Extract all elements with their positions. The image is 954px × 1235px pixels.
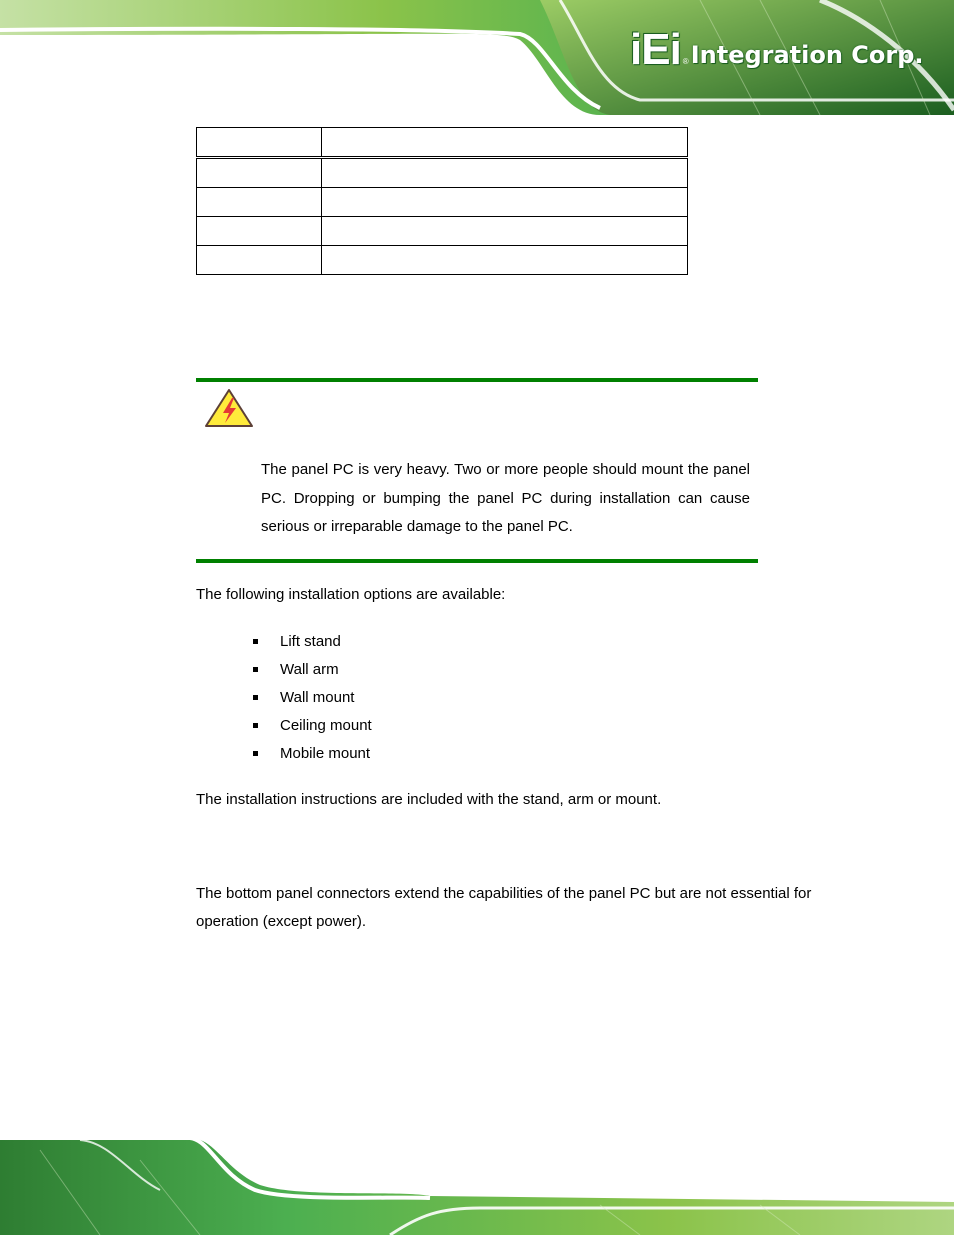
warning-top-rule bbox=[196, 378, 758, 382]
table-cell bbox=[197, 158, 322, 188]
bullet-icon bbox=[253, 667, 258, 672]
list-item-label: Wall arm bbox=[280, 661, 339, 678]
spec-table bbox=[196, 127, 688, 275]
bullet-icon bbox=[253, 723, 258, 728]
list-item-label: Ceiling mount bbox=[280, 717, 372, 734]
company-logo bbox=[630, 24, 924, 72]
table-cell bbox=[197, 217, 322, 246]
table-row bbox=[197, 246, 688, 275]
list-item bbox=[196, 684, 372, 712]
logo-mark: iEi bbox=[630, 25, 681, 74]
list-item bbox=[196, 628, 372, 656]
table-cell bbox=[197, 188, 322, 217]
table-cell bbox=[322, 217, 688, 246]
list-item-label: Lift stand bbox=[280, 633, 341, 650]
list-item bbox=[196, 656, 372, 684]
list-item bbox=[196, 740, 372, 768]
table-row bbox=[197, 188, 688, 217]
list-item bbox=[196, 712, 372, 740]
table-row bbox=[197, 217, 688, 246]
table-row bbox=[197, 158, 688, 188]
list-item-label: Mobile mount bbox=[280, 745, 371, 762]
table-cell bbox=[322, 158, 688, 188]
bullet-icon bbox=[253, 639, 258, 644]
warning-bottom-rule bbox=[196, 559, 758, 563]
table-cell bbox=[322, 128, 688, 158]
install-note: The installation instructions are included with the stand, arm or mount. bbox=[196, 791, 662, 808]
table-cell bbox=[197, 246, 322, 275]
footer-banner bbox=[0, 1130, 954, 1235]
table-row bbox=[197, 128, 688, 158]
logo-registered-mark: ® bbox=[682, 57, 689, 66]
table-cell bbox=[197, 128, 322, 158]
logo-name: Integration Corp. bbox=[690, 41, 924, 69]
bullet-icon bbox=[253, 751, 258, 756]
connectors-paragraph: The bottom panel connectors extend the capabilities of the panel PC but are not essential for operation (except power). bbox=[196, 885, 812, 930]
install-options-list bbox=[196, 628, 372, 768]
list-item-label: Wall mount bbox=[280, 689, 355, 706]
install-intro: The following installation options are available: bbox=[196, 586, 506, 603]
table-cell bbox=[322, 188, 688, 217]
warning-text: The panel PC is very heavy. Two or more people should mount the panel PC. Dropping or bumping the panel PC during installation can cause serious or irreparable damage to the panel PC. bbox=[261, 461, 750, 535]
bullet-icon bbox=[253, 695, 258, 700]
warning-triangle-icon bbox=[204, 388, 254, 428]
table-cell bbox=[322, 246, 688, 275]
